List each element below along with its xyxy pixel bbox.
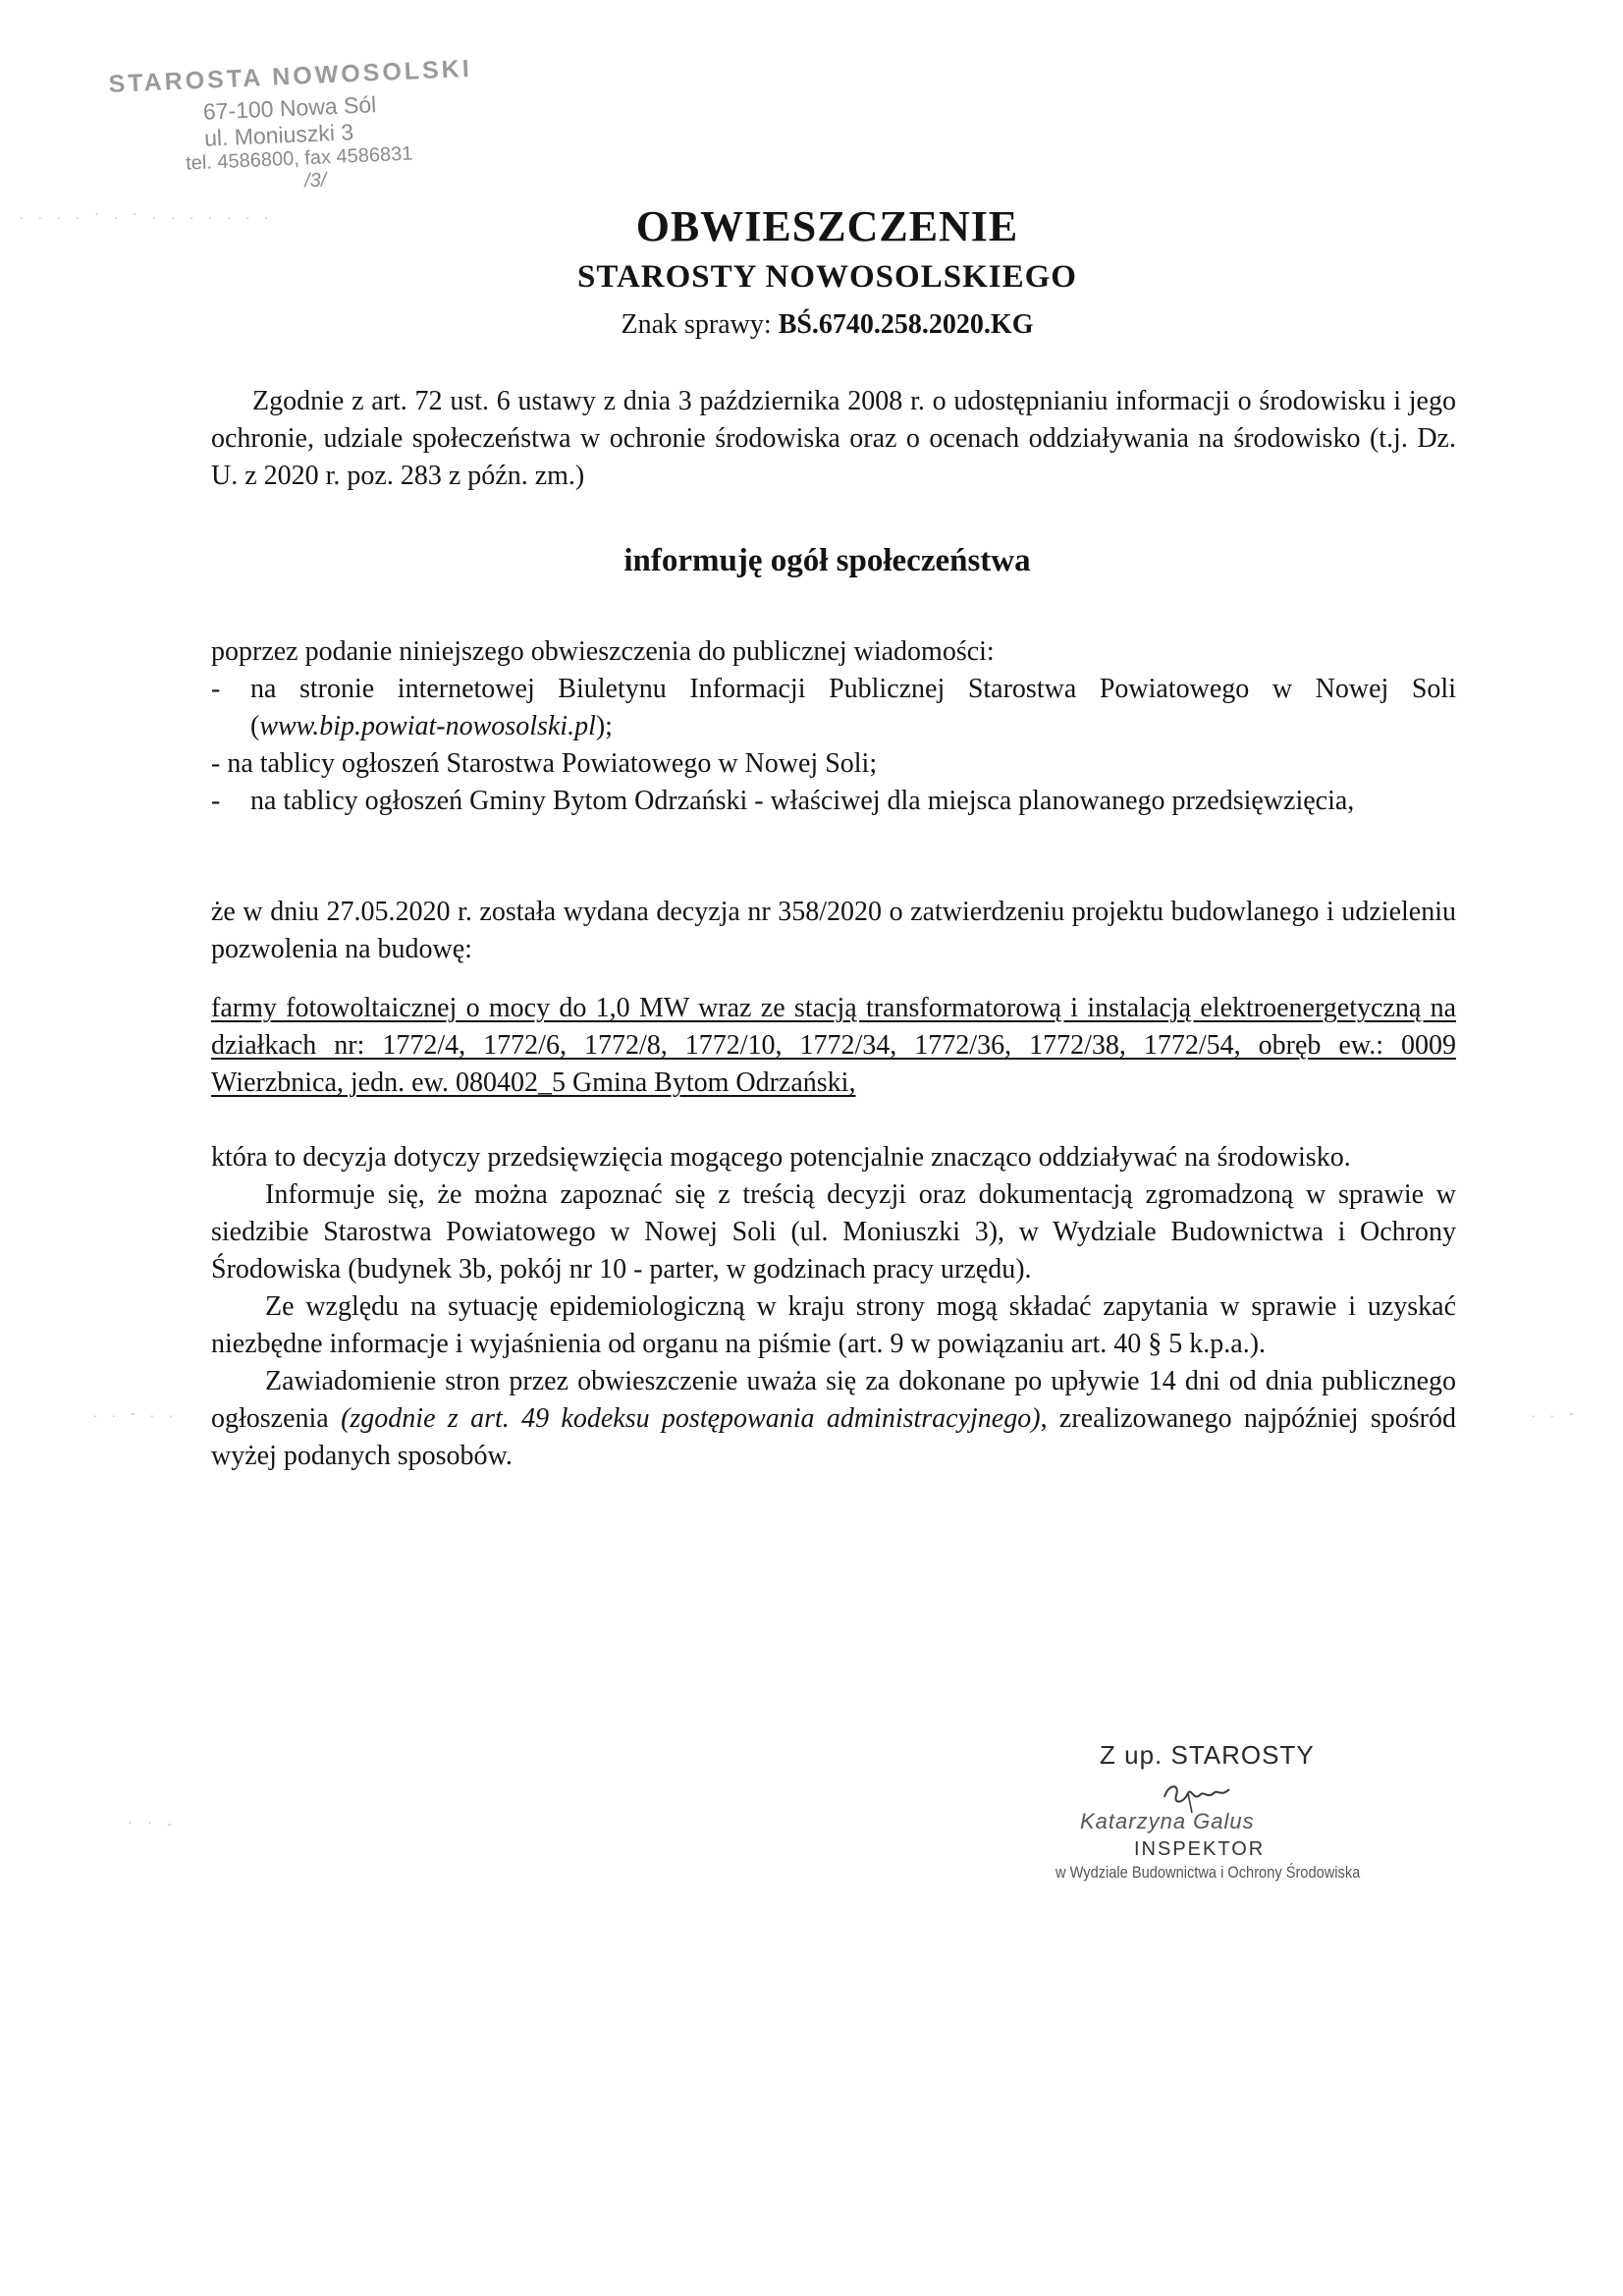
legal-basis-paragraph: Zgodnie z art. 72 ust. 6 ustawy z dnia 3 października 2008 r. o udostępnianiu informacji o środowisku i jego ochronie, udziale społeczeństwa w ochronie środowiska oraz o ocenach oddziaływania na środowisko (t.j. Dz. U. z 2020 r. poz. 283 z późn. zm.) (211, 386, 1456, 491)
decision-paragraph (211, 894, 1456, 968)
scan-speckle: . . - (1532, 1406, 1580, 1421)
channel-item-board-starostwo: - na tablicy ogłoszeń Starostwa Powiatowego w Nowej Soli; (211, 748, 878, 779)
signatory-role: INSPEKTOR (1134, 1838, 1266, 1860)
notice-paragraph (211, 1363, 1456, 1475)
scan-speckle: . . - . . (93, 1406, 179, 1421)
notice-start: Zawiadomienie stron przez obwieszczenie uważa się za dokonane po upływie 14 dni od dnia publicznego ogłoszenia (211, 1366, 1456, 1434)
signatory-name: Katarzyna Galus (1080, 1809, 1255, 1833)
impact-statement: która to decyzja dotyczy przedsięwzięcia mogącego potencjalnie znacząco oddziaływać na środowisko. (211, 1142, 1351, 1173)
scan-speckle: · · - (128, 1817, 178, 1831)
page-subtitle: STAROSTY NOWOSOLSKIEGO (577, 259, 1077, 295)
announcement-heading: informuję ogół społeczeństwa (623, 543, 1031, 578)
case-number: BŚ.6740.258.2020.KG (778, 309, 1034, 340)
epidemic-paragraph: Ze względu na sytuację epidemiologiczną w kraju strony mogą składać zapytania w sprawie i uzyskać niezbędne informacje i wyjaśnienia od organu na piśmie (art. 9 w powiązaniu art. 40 § 5 k.p.a.). (211, 1291, 1456, 1359)
stamp-postal: 67-100 Nowa Sól (202, 91, 377, 125)
channel-item-bip-end: ); (595, 711, 613, 741)
signatory-department: w Wydziale Budownictwa i Ochrony Środowiska (1055, 1863, 1361, 1882)
case-label: Znak sprawy: (621, 309, 772, 340)
channel-item-board-gmina-text: na tablicy ogłoszeń Gminy Bytom Odrzański - właściwej dla miejsca planowanego przedsięwzięcia, (250, 786, 1355, 816)
project-text: farmy fotowoltaicznej o mocy do 1,0 MW wraz ze stacją transformatorową i instalacją elektroenergetyczną na działkach nr: 1772/4, 1772/6, 1772/8, 1772/10, 1772/34, 1772/36, 1772/38, 1772/54, obręb ew.: 0009 Wierzbnica, jedn. ew. 080402_5 Gmina Bytom Odrzański, (211, 993, 1456, 1098)
channel-item-board-gmina: - na tablicy ogłoszeń Gminy Bytom Odrzański - właściwej dla miejsca planowanego przedsięwzięcia, (211, 786, 1355, 816)
signature-on-behalf: Z up. STAROSTY (1100, 1740, 1315, 1770)
decision-details (211, 1139, 1456, 1475)
channel-item-bip: - na stronie internetowej Biuletynu Informacji Publicznej Starostwa Powiatowego w Nowej Soli (www.bip.powiat-nowosolski.pl); (211, 674, 1456, 741)
channel-item-bip-text: na stronie internetowej Biuletynu Informacji Publicznej Starostwa Powiatowego w Nowej Soli ( (250, 674, 1456, 741)
office-stamp (108, 52, 535, 201)
case-reference (16, 309, 1623, 341)
page-title: OBWIESZCZENIE (635, 202, 1019, 250)
publication-channels (211, 633, 1456, 820)
scan-speckle: . . . . · . · . . . . . . . (20, 208, 274, 223)
notice-end: , zrealizowanego najpóźniej spośród wyżej podanych sposobów. (211, 1403, 1456, 1471)
stamp-mark: /3/ (303, 169, 327, 192)
signature-block (1055, 1740, 1414, 1882)
project-description (211, 990, 1456, 1102)
decision-text: że w dniu 27.05.2020 r. została wydana decyzja nr 358/2020 o zatwierdzeniu projektu budowlanego i udzieleniu pozwolenia na budowę: (211, 897, 1456, 964)
info-paragraph: Informuje się, że można zapoznać się z treścią decyzji oraz dokumentacją zgromadzoną w sprawie w siedzibie Starostwa Powiatowego w Nowej Soli (ul. Moniuszki 3), w Wydziale Budownictwa i Ochrony Środowiska (budynek 3b, pokój nr 10 - parter, w godzinach pracy urzędu). (211, 1179, 1456, 1285)
notice-citation: (zgodnie z art. 49 kodeksu postępowania administracyjnego) (341, 1403, 1041, 1434)
channels-lead: poprzez podanie niniejszego obwieszczenia do publicznej wiadomości: (211, 636, 995, 667)
stamp-phone: tel. 4586800, fax 4586831 (185, 142, 413, 175)
stamp-office: STAROSTA NOWOSOLSKI (108, 54, 473, 98)
bip-url: www.bip.powiat-nowosolski.pl (259, 711, 596, 741)
stamp-street: ul. Moniuszki 3 (203, 119, 354, 151)
